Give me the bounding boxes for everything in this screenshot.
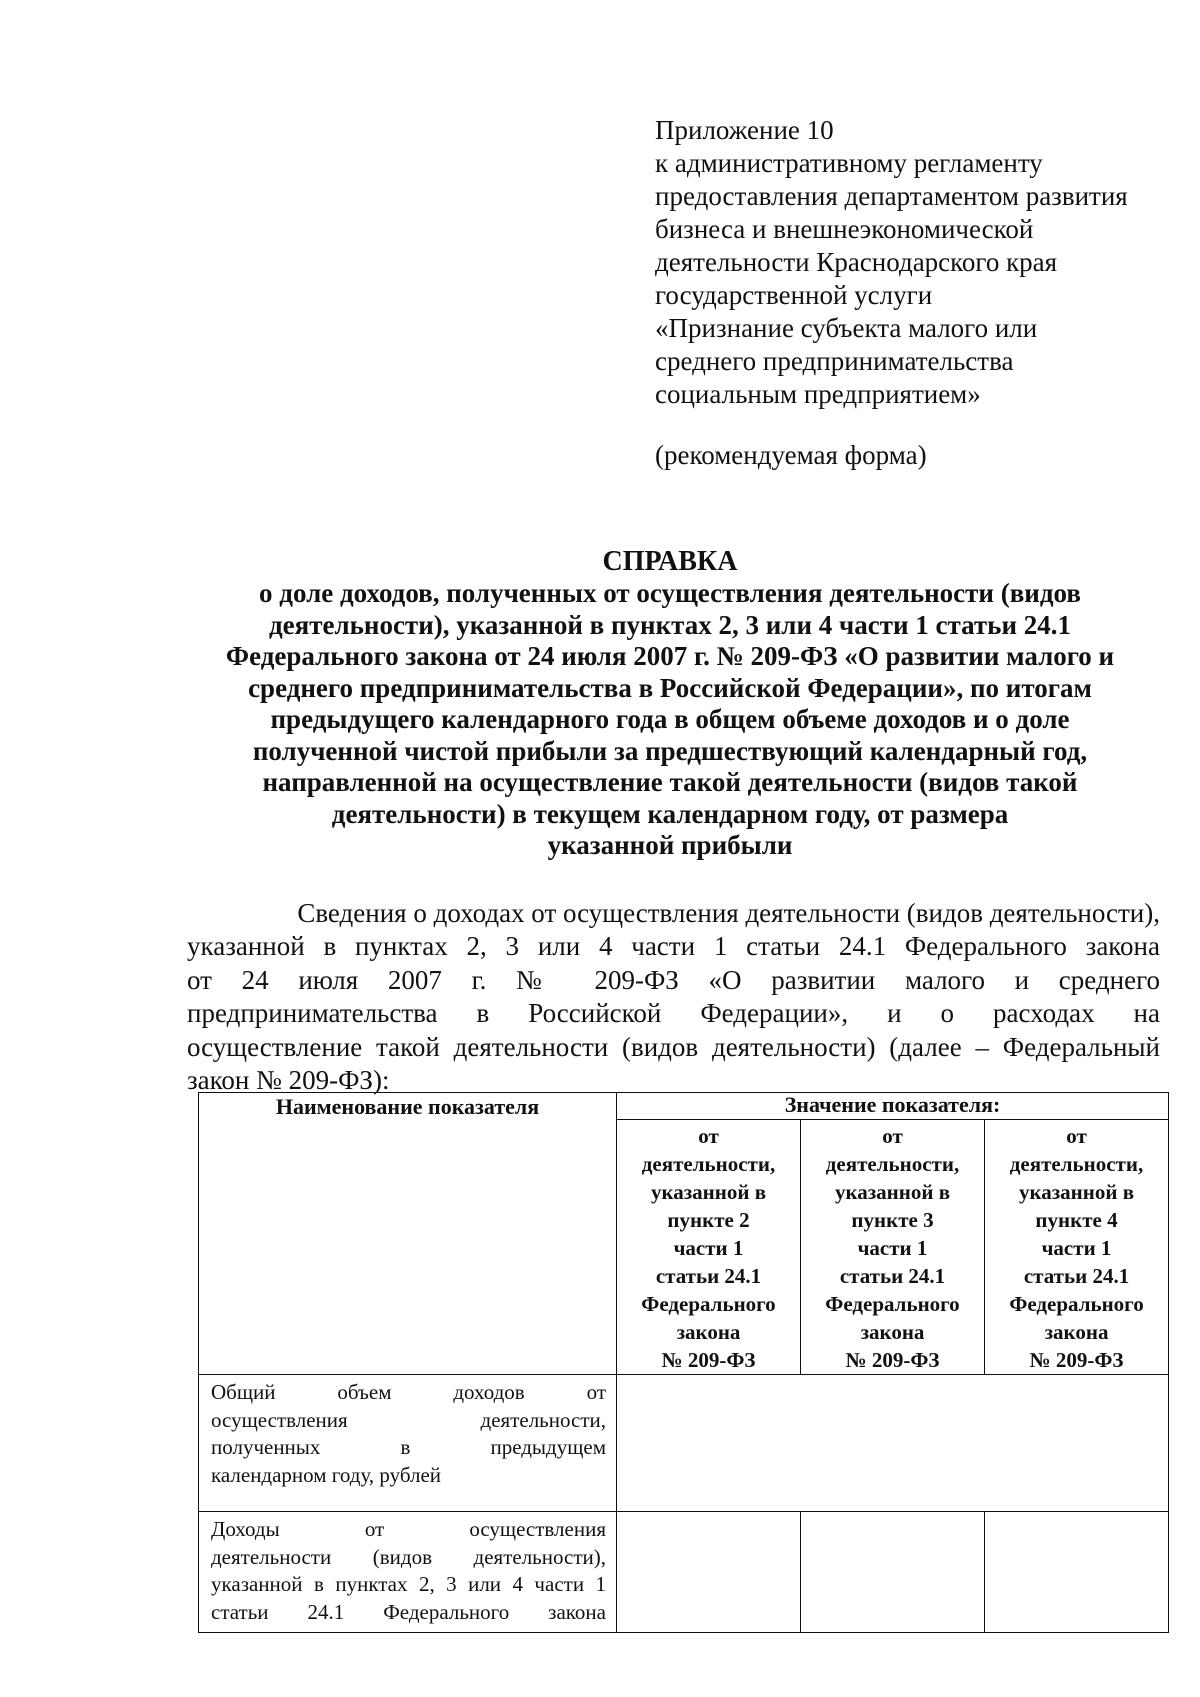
appendix-line: государственной услуги [655, 280, 933, 310]
appendix-block [655, 114, 1175, 472]
appendix-line: бизнеса и внешнеэкономической [655, 214, 1034, 244]
intro-paragraph [187, 897, 1160, 1097]
row-total-income-value[interactable] [617, 1375, 1169, 1512]
intro-line: закон № 209-ФЗ): [187, 1065, 390, 1096]
intro-line: осуществление такой деятельности (видов деятельности) (далее – Федеральный [187, 1031, 1160, 1062]
row-activity-income-point-2[interactable] [617, 1512, 801, 1633]
subheader-point-2: от деятельности, указанной в пункте 2 части 1 статьи 24.1 Федерального закона № 209-ФЗ [617, 1120, 801, 1375]
title-line: деятельности), указанной в пунктах 2, 3 или 4 части 1 статьи 24.1 [268, 609, 1072, 640]
title-line: полученной чистой прибыли за предшествующий календарный год, [252, 735, 1088, 766]
row-total-income-label: Общий объем доходов от осуществления деятельности, полученных в предыдущем календарном году, рублей [199, 1375, 617, 1512]
title-line: предыдущего календарного года в общем объеме доходов и о доле [270, 704, 1070, 734]
title-line: Федерального закона от 24 июля 2007 г. № 209-ФЗ «О развитии малого и [225, 641, 1115, 671]
title-heading: СПРАВКА [602, 546, 738, 577]
header-indicator-value: Значение показателя: [617, 1093, 1169, 1120]
header-indicator-name: Наименование показателя [199, 1093, 617, 1375]
appendix-line: деятельности Краснодарского края [655, 247, 1058, 277]
row-activity-income-point-4[interactable] [985, 1512, 1169, 1633]
subheader-point-3: от деятельности, указанной в пункте 3 части 1 статьи 24.1 Федерального закона № 209-ФЗ [801, 1120, 985, 1375]
table-row [199, 1375, 1169, 1512]
appendix-line: Приложение 10 [655, 115, 834, 145]
title-line: указанной прибыли [547, 830, 793, 860]
intro-line: от 24 июля 2007 г. № 209-ФЗ «О развитии малого и среднего [187, 964, 1160, 995]
row-activity-income-point-3[interactable] [801, 1512, 985, 1633]
appendix-line: к административному регламенту [655, 148, 1043, 178]
appendix-line: среднего предпринимательства [655, 346, 1014, 376]
title-line: деятельности) в текущем календарном году, от размера [331, 798, 1009, 829]
title-line: направленной на осуществление такой деятельности (видов такой [262, 767, 1078, 797]
subheader-point-4: от деятельности, указанной в пункте 4 части 1 статьи 24.1 Федерального закона № 209-ФЗ [985, 1120, 1169, 1375]
title-line: о доле доходов, полученных от осуществления деятельности (видов [259, 578, 1081, 608]
appendix-line: «Признание субъекта малого или [655, 313, 1038, 343]
indicators-table [198, 1092, 1169, 1633]
document-title [150, 546, 1190, 862]
appendix-line: предоставления департаментом развития [655, 181, 1128, 211]
appendix-line: социальным предприятием» [655, 379, 981, 409]
form-note: (рекомендуемая форма) [655, 440, 927, 470]
intro-line: указанной в пунктах 2, 3 или 4 части 1 статьи 24.1 Федерального закона [187, 931, 1160, 962]
intro-line: предпринимательства в Российской Федерации», и о расходах на [187, 998, 1160, 1029]
table-header-row [199, 1093, 1169, 1120]
row-activity-income-label: Доходы от осуществления деятельности (видов деятельности), указанной в пунктах 2, 3 или 4 части 1 статьи 24.1 Федерального закона [199, 1512, 617, 1633]
table-row [199, 1512, 1169, 1633]
intro-line: Сведения о доходах от осуществления деятельности (видов деятельности), [297, 898, 1160, 928]
title-line: среднего предпринимательства в Российской Федерации», по итогам [248, 672, 1092, 703]
